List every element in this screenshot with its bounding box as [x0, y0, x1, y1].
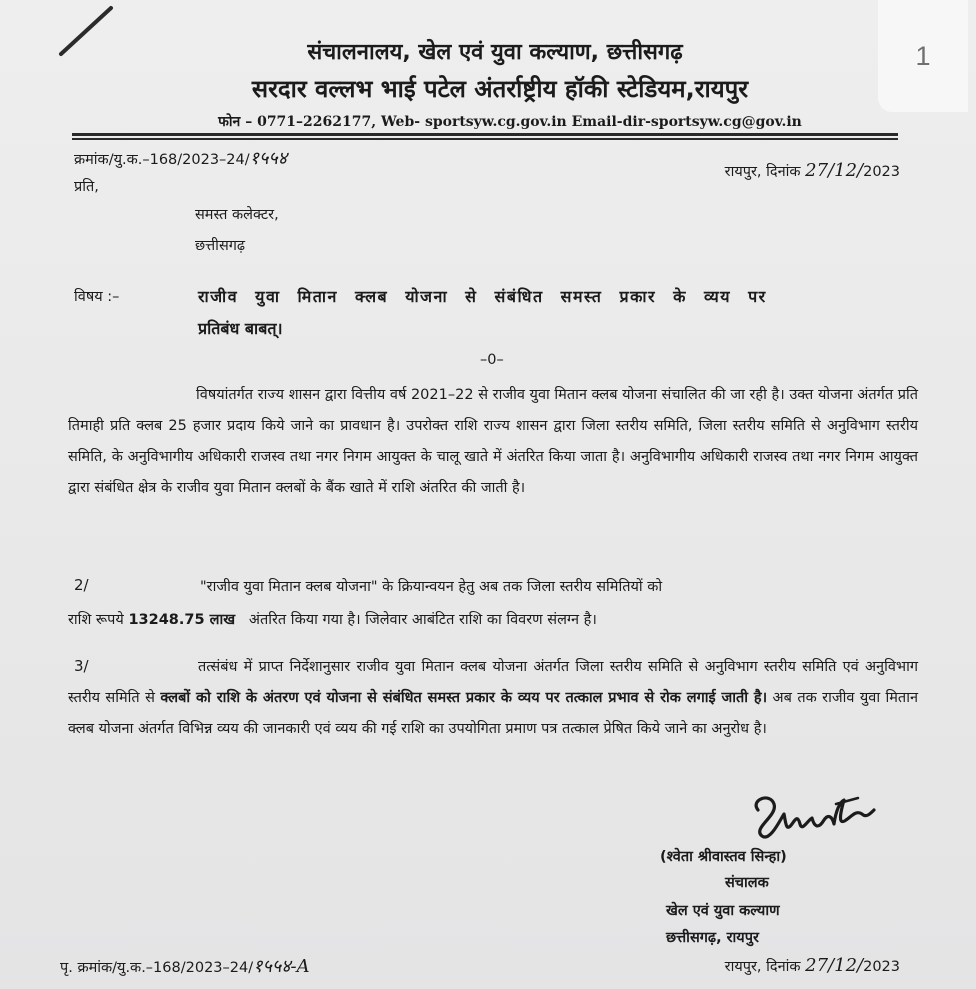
letter-date-label: रायपुर, दिनांक: [724, 164, 801, 180]
letterhead-department: संचालनालय, खेल एवं युवा कल्याण, छत्तीसगढ़: [307, 40, 683, 65]
paragraph-2-line-1: "राजीव युवा मितान क्लब योजना" के क्रियान्वयन हेतु अब तक जिला स्तरीय समितियों को: [200, 579, 663, 595]
letter-page: [50, 0, 930, 989]
signatory-place: छत्तीसगढ़, रायपुर: [666, 930, 759, 946]
letter-date-year: 2023: [863, 164, 900, 180]
signatory-name: (श्वेता श्रीवास्तव सिन्हा): [660, 849, 787, 865]
paragraph-2-line-2: [68, 609, 597, 629]
paragraph-3-order: क्लबों को राशि के अंतरण एवं योजना से संबंधित समस्त प्रकार के व्यय पर तत्काल प्रभाव से रोक लगाई जाती है।: [160, 690, 768, 706]
signatory-title: संचालक: [725, 875, 769, 891]
subject-line-2: प्रतिबंध बाबत्।: [198, 319, 283, 338]
endorsement-number: [60, 954, 310, 978]
subject-line-1: राजीव युवा मितान क्लब योजना से संबंधित समस्त प्रकार के व्यय पर: [198, 287, 767, 306]
letterhead-rule-thin: [72, 138, 898, 140]
reference-number-printed: क्रमांक/यु.क.–168/2023–24/: [74, 152, 250, 168]
paragraph-3-start: तत्संबंध में प्राप्त निर्देशानुसार राजीव युवा मितान क्लब योजना अंतर्गत जिला स्तरीय समिति से अनुविभाग स्तरीय समिति एवं अनुविभाग स्तरीय समिति से: [68, 659, 918, 706]
paragraph-3: [68, 652, 918, 745]
paragraph-2-number: 2/: [74, 576, 89, 594]
letterhead-address: सरदार वल्लभ भाई पटेल अंतर्राष्ट्रीय हॉकी स्टेडियम,रायपुर: [251, 75, 749, 103]
letterhead-contact: फोन – 0771–2262177, Web- sportsyw.cg.gov.in Email-dir-sportsyw.cg@gov.in: [218, 114, 802, 130]
endorsement-date-year: 2023: [863, 959, 900, 975]
transferred-amount: 13248.75 लाख: [128, 612, 236, 628]
addressee-line-2: छत्तीसगढ़: [195, 238, 246, 254]
reference-number-handwritten: १५५४: [249, 148, 288, 169]
signatory-department: खेल एवं युवा कल्याण: [666, 903, 780, 919]
subject-label: विषय :–: [74, 289, 120, 305]
endorsement-date-label: रायपुर, दिनांक: [724, 959, 801, 975]
paragraph-3-number: 3/: [74, 657, 89, 675]
endorsement-number-printed: पृ. क्रमांक/यु.क.–168/2023–24/: [60, 960, 254, 976]
letter-date-handwritten: 27/12/: [805, 160, 864, 181]
endorsement-date: [725, 955, 900, 976]
paragraph-3-request: अब तक राजीव युवा मितान क्लब योजना अंतर्गत विभिन्न व्यय की जानकारी एवं व्यय की गई राशि का उपयोगिता प्रमाण पत्र तत्काल प्रेषित किये जाने का अनुरोध है।: [68, 690, 919, 737]
endorsement-date-handwritten: 27/12/: [805, 955, 864, 976]
letterhead-rule: [72, 133, 898, 136]
section-divider: –0–: [480, 352, 504, 368]
paragraph-2-lead: राशि रूपये: [68, 612, 124, 628]
addressee-line-1: समस्त कलेक्टर,: [195, 207, 279, 223]
signature-image: [740, 780, 890, 850]
addressee-prefix: प्रति,: [74, 179, 99, 195]
letter-date: [725, 160, 900, 181]
endorsement-number-handwritten: १५५४-A: [253, 956, 310, 977]
paragraph-2-tail: अंतरित किया गया है। जिलेवार आबंटित राशि का विवरण संलग्न है।: [248, 612, 597, 628]
page-number: 1: [915, 40, 931, 71]
reference-number: [74, 146, 287, 170]
paragraph-1: विषयांतर्गत राज्य शासन द्वारा वित्तीय वर्ष 2021–22 से राजीव युवा मितान क्लब योजना संचालित की जा रही है। उक्त योजना अंतर्गत प्रति तिमाही प्रति क्लब 25 हजार प्रदाय किये जाने का प्रावधान है। उपरोक्त राशि राज्य शासन द्वारा जिला स्तरीय समिति, जिला स्तरीय समिति से अनुविभाग स्तरीय समिति, के अनुविभागीय अधिकारी राजस्व तथा नगर निगम आयुक्त के चालू खाते में अंतरित किया जाता है। अनुविभागीय अधिकारी राजस्व तथा नगर निगम आयुक्त द्वारा संबंधित क्षेत्र के राजीव युवा मितान क्लबों के बैंक खाते में राशि अंतरित की जाती है।: [68, 387, 918, 496]
